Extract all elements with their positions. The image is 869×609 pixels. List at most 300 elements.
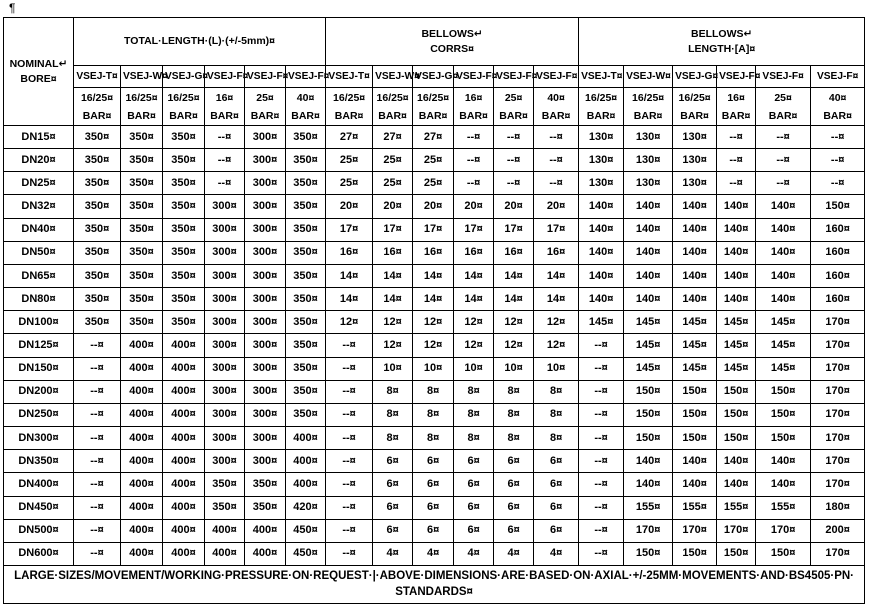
bellows-length-cell: 200¤ (811, 519, 865, 542)
bellows-length-cell: 170¤ (811, 473, 865, 496)
table-row (4, 264, 865, 287)
bellows-length-cell: 140¤ (624, 473, 673, 496)
bellows-corrs-cell: 20¤ (326, 195, 373, 218)
bellows-corrs-cell: 6¤ (494, 496, 534, 519)
bellows-corrs-cell: 25¤ (373, 172, 413, 195)
total-length-cell: 300¤ (205, 241, 245, 264)
total-length-cell: 300¤ (245, 403, 286, 426)
table-row (4, 542, 865, 565)
total-length-cell: 350¤ (121, 264, 163, 287)
pressure-unit: BAR¤ (586, 109, 616, 122)
total-length-cell: 350¤ (163, 218, 205, 241)
footer-note (4, 565, 865, 603)
total-length-cell: 400¤ (163, 496, 205, 519)
total-length-cell: 420¤ (286, 496, 326, 519)
table-row (4, 496, 865, 519)
total-length-cell: 350¤ (286, 264, 326, 287)
bellows-corrs-cell: 14¤ (413, 264, 454, 287)
bellows-corrs-cell: --¤ (326, 519, 373, 542)
pressure-unit: BAR¤ (680, 109, 709, 122)
total-length-cell: 350¤ (121, 311, 163, 334)
bellows-length-cell: 140¤ (717, 218, 756, 241)
bellows-corrs-cell: 17¤ (494, 218, 534, 241)
nominal-bore-cell: DN200¤ (4, 380, 74, 403)
pressure-rating: 16/25¤ (632, 91, 665, 104)
bellows-length-cell: 140¤ (624, 450, 673, 473)
total-length-cell: 300¤ (245, 195, 286, 218)
bellows-length-cell: 145¤ (717, 311, 756, 334)
bellows-corrs-cell: 8¤ (494, 427, 534, 450)
total-length-cell: 350¤ (121, 288, 163, 311)
bellows-length-cell: 150¤ (756, 380, 811, 403)
pressure-rating: 16¤ (464, 91, 483, 104)
bellows-length-cell: 140¤ (756, 473, 811, 496)
bellows-corrs-cell: 10¤ (373, 357, 413, 380)
bellows-length-cell: 140¤ (756, 218, 811, 241)
bellows-corrs-cell: 6¤ (534, 450, 579, 473)
total-length-cell: 350¤ (121, 149, 163, 172)
bellows-length-cell: --¤ (579, 380, 624, 403)
total-length-cell: 400¤ (205, 542, 245, 565)
pressure-unit: BAR¤ (210, 109, 239, 122)
table-row (4, 149, 865, 172)
bellows-corrs-cell: 12¤ (534, 311, 579, 334)
total-length-cell: 300¤ (245, 149, 286, 172)
bellows-length-type-header: VSEJ-F¤ (756, 66, 811, 88)
table-row (4, 357, 865, 380)
bellows-corrs-cell: --¤ (494, 126, 534, 149)
bellows-length-cell: 160¤ (811, 288, 865, 311)
bellows-corrs-cell: --¤ (326, 357, 373, 380)
bellows-corrs-cell: 17¤ (534, 218, 579, 241)
total-length-cell: 400¤ (121, 357, 163, 380)
total-length-cell: 300¤ (245, 427, 286, 450)
total-length-cell: 300¤ (205, 357, 245, 380)
bellows-length-cell: 130¤ (624, 172, 673, 195)
total-length-cell: --¤ (74, 334, 121, 357)
bellows-length-cell: --¤ (756, 172, 811, 195)
bellows-corrs-cell: 14¤ (534, 264, 579, 287)
bellows-corrs-cell: 20¤ (494, 195, 534, 218)
bellows-corrs-cell: --¤ (494, 172, 534, 195)
pressure-unit: BAR¤ (721, 109, 751, 122)
total-length-pressure-header (74, 88, 121, 126)
bellows-length-cell: 155¤ (624, 496, 673, 519)
bellows-length-cell: 150¤ (673, 542, 717, 565)
bellows-corrs-cell: 14¤ (454, 288, 494, 311)
bellows-corrs-cell: 10¤ (534, 357, 579, 380)
nominal-bore-cell: DN80¤ (4, 288, 74, 311)
bellows-length-cell: 150¤ (624, 542, 673, 565)
total-length-cell: 350¤ (163, 195, 205, 218)
bellows-corrs-cell: --¤ (326, 473, 373, 496)
bellows-length-cell: 145¤ (673, 311, 717, 334)
total-length-cell: --¤ (205, 149, 245, 172)
bellows-length-cell: 145¤ (756, 311, 811, 334)
bellows-length-cell: --¤ (717, 149, 756, 172)
bellows-corrs-cell: 6¤ (494, 473, 534, 496)
table-row (4, 334, 865, 357)
bellows-length-cell: 145¤ (756, 357, 811, 380)
bellows-corrs-cell: 8¤ (534, 380, 579, 403)
total-length-cell: 350¤ (163, 264, 205, 287)
bellows-corrs-cell: 10¤ (494, 357, 534, 380)
bellows-length-cell: 150¤ (717, 403, 756, 426)
total-length-cell: 400¤ (163, 427, 205, 450)
bellows-length-cell: 140¤ (673, 218, 717, 241)
total-length-cell: 300¤ (205, 380, 245, 403)
table-row (4, 380, 865, 403)
pressure-rating: 16/25¤ (678, 91, 711, 104)
bellows-length-cell: 170¤ (811, 427, 865, 450)
bellows-corrs-cell: 16¤ (534, 241, 579, 264)
bellows-length-pressure-header (811, 88, 865, 126)
bellows-length-cell: 140¤ (624, 195, 673, 218)
total-length-cell: 350¤ (286, 218, 326, 241)
total-length-cell: 300¤ (205, 218, 245, 241)
group-header-row (4, 18, 865, 66)
bellows-length-cell: 145¤ (579, 311, 624, 334)
bellows-corrs-pressure-header (326, 88, 373, 126)
bellows-length-cell: 170¤ (811, 380, 865, 403)
total-length-cell: 400¤ (163, 542, 205, 565)
total-length-cell: 400¤ (121, 542, 163, 565)
bellows-length-cell: 140¤ (579, 288, 624, 311)
bellows-length-cell: 140¤ (673, 241, 717, 264)
bellows-length-cell: 140¤ (717, 288, 756, 311)
bellows-corrs-cell: 8¤ (413, 427, 454, 450)
bellows-length-cell: --¤ (579, 542, 624, 565)
bellows-corrs-cell: 6¤ (454, 496, 494, 519)
bellows-corrs-cell: 12¤ (494, 334, 534, 357)
pressure-unit: BAR¤ (250, 109, 280, 122)
bellows-corrs-cell: 6¤ (373, 519, 413, 542)
nominal-bore-header-line: BORE¤ (20, 72, 57, 85)
total-length-type-header: VSEJ-G¤ (163, 66, 205, 88)
total-length-cell: 350¤ (121, 218, 163, 241)
bellows-length-pressure-header (717, 88, 756, 126)
bellows-length-header (579, 18, 865, 66)
bellows-length-cell: 145¤ (717, 357, 756, 380)
bellows-corrs-cell: 12¤ (373, 334, 413, 357)
total-length-cell: 350¤ (163, 311, 205, 334)
bellows-corrs-cell: --¤ (326, 403, 373, 426)
bellows-length-cell: 140¤ (756, 450, 811, 473)
bellows-corrs-cell: 12¤ (413, 311, 454, 334)
total-length-cell: --¤ (205, 126, 245, 149)
bellows-corrs-cell: 17¤ (326, 218, 373, 241)
total-length-header (74, 18, 326, 66)
total-length-cell: 300¤ (245, 334, 286, 357)
nominal-bore-cell: DN100¤ (4, 311, 74, 334)
bellows-corrs-cell: 25¤ (413, 172, 454, 195)
bellows-corrs-cell: --¤ (326, 450, 373, 473)
nominal-bore-cell: DN40¤ (4, 218, 74, 241)
bellows-corrs-cell: 8¤ (494, 403, 534, 426)
pressure-rating: 16/25¤ (376, 91, 409, 104)
pressure-unit: BAR¤ (334, 109, 364, 122)
bellows-length-cell: --¤ (579, 427, 624, 450)
paragraph-mark: ¶ (9, 1, 16, 15)
nominal-bore-cell: DN600¤ (4, 542, 74, 565)
bellows-corrs-cell: 8¤ (454, 427, 494, 450)
total-length-cell: 350¤ (245, 496, 286, 519)
total-length-cell: 350¤ (74, 126, 121, 149)
bellows-length-cell: 160¤ (811, 241, 865, 264)
bellows-length-cell: 150¤ (717, 542, 756, 565)
total-length-cell: 350¤ (163, 172, 205, 195)
total-length-cell: 350¤ (286, 380, 326, 403)
bellows-corrs-cell: 12¤ (534, 334, 579, 357)
bellows-corrs-cell: 14¤ (494, 264, 534, 287)
total-length-cell: --¤ (74, 357, 121, 380)
bellows-length-cell: --¤ (579, 450, 624, 473)
bellows-length-cell: 130¤ (673, 149, 717, 172)
bellows-corrs-cell: 25¤ (373, 149, 413, 172)
total-length-cell: 350¤ (286, 288, 326, 311)
total-length-cell: 450¤ (286, 542, 326, 565)
bellows-corrs-cell: 8¤ (534, 427, 579, 450)
bellows-corrs-cell: 8¤ (494, 380, 534, 403)
pressure-unit: BAR¤ (291, 109, 320, 122)
bellows-corrs-cell: 6¤ (373, 450, 413, 473)
bellows-length-cell: 150¤ (673, 380, 717, 403)
pressure-unit: BAR¤ (82, 109, 112, 122)
bellows-length-cell: 130¤ (673, 126, 717, 149)
bellows-corrs-cell: 17¤ (413, 218, 454, 241)
total-length-cell: 300¤ (245, 380, 286, 403)
bellows-length-cell: 150¤ (717, 380, 756, 403)
total-length-cell: 350¤ (286, 149, 326, 172)
bellows-length-cell: 130¤ (579, 172, 624, 195)
nominal-bore-cell: DN15¤ (4, 126, 74, 149)
bellows-length-cell: --¤ (811, 172, 865, 195)
total-length-pressure-header (121, 88, 163, 126)
bellows-corrs-cell: 6¤ (534, 519, 579, 542)
bellows-length-cell: 140¤ (673, 473, 717, 496)
bellows-corrs-cell: 4¤ (373, 542, 413, 565)
pressure-unit: BAR¤ (768, 109, 798, 122)
bellows-length-cell: --¤ (717, 126, 756, 149)
pressure-unit: BAR¤ (633, 109, 663, 122)
bellows-corrs-cell: 6¤ (534, 496, 579, 519)
total-length-cell: 350¤ (121, 172, 163, 195)
bellows-corrs-cell: 27¤ (373, 126, 413, 149)
bellows-corrs-cell: 14¤ (373, 264, 413, 287)
bellows-length-pressure-header (756, 88, 811, 126)
bellows-length-pressure-header (624, 88, 673, 126)
bellows-length-cell: 170¤ (811, 357, 865, 380)
table-row (4, 172, 865, 195)
nominal-bore-cell: DN25¤ (4, 172, 74, 195)
total-length-cell: 300¤ (245, 450, 286, 473)
nominal-bore-cell: DN450¤ (4, 496, 74, 519)
total-length-cell: --¤ (205, 172, 245, 195)
total-length-cell: 400¤ (245, 542, 286, 565)
pressure-rating: 25¤ (774, 91, 792, 104)
bellows-length-cell: 140¤ (717, 195, 756, 218)
bellows-corrs-header (326, 18, 579, 66)
bellows-length-cell: --¤ (579, 357, 624, 380)
bellows-corrs-cell: 27¤ (326, 126, 373, 149)
footer-note-line: STANDARDS¤ (395, 586, 473, 599)
bellows-corrs-cell: 6¤ (494, 519, 534, 542)
bellows-corrs-cell: 12¤ (413, 334, 454, 357)
total-length-cell: 350¤ (74, 149, 121, 172)
bellows-corrs-cell: 16¤ (413, 241, 454, 264)
bellows-corrs-pressure-header (454, 88, 494, 126)
pressure-unit: BAR¤ (541, 109, 571, 122)
table-row (4, 288, 865, 311)
bellows-corrs-cell: 16¤ (326, 241, 373, 264)
bellows-length-cell: 140¤ (624, 218, 673, 241)
table-row (4, 311, 865, 334)
bellows-corrs-cell: 14¤ (373, 288, 413, 311)
bellows-corrs-cell: 8¤ (454, 403, 494, 426)
total-length-cell: 350¤ (74, 264, 121, 287)
bellows-corrs-pressure-header (373, 88, 413, 126)
bellows-length-cell: 145¤ (624, 357, 673, 380)
bellows-corrs-cell: --¤ (534, 126, 579, 149)
total-length-pressure-header (163, 88, 205, 126)
total-length-type-header: VSEJ-F¤ (286, 66, 326, 88)
pressure-rating: 16¤ (727, 91, 745, 104)
total-length-cell: 300¤ (205, 288, 245, 311)
bellows-length-cell: 170¤ (811, 542, 865, 565)
bellows-corrs-cell: 16¤ (373, 241, 413, 264)
total-length-cell: 400¤ (121, 450, 163, 473)
total-length-cell: 300¤ (205, 403, 245, 426)
bellows-length-cell: 170¤ (811, 311, 865, 334)
bellows-length-cell: 145¤ (624, 311, 673, 334)
total-length-cell: 300¤ (245, 126, 286, 149)
pressure-rating: 16/25¤ (80, 91, 114, 104)
bellows-corrs-cell: --¤ (534, 149, 579, 172)
bellows-length-pressure-header (579, 88, 624, 126)
bellows-length-cell: 170¤ (717, 519, 756, 542)
nominal-bore-cell: DN400¤ (4, 473, 74, 496)
bellows-length-cell: 145¤ (717, 334, 756, 357)
pressure-unit: BAR¤ (499, 109, 528, 122)
bellows-corrs-cell: 12¤ (373, 311, 413, 334)
bellows-length-cell: 150¤ (717, 427, 756, 450)
bellows-corrs-cell: --¤ (326, 334, 373, 357)
bellows-corrs-header-title: BELLOWS↵ (421, 27, 483, 40)
total-length-cell: 400¤ (286, 450, 326, 473)
bellows-corrs-cell: 4¤ (534, 542, 579, 565)
bellows-corrs-cell: 6¤ (413, 496, 454, 519)
bellows-length-cell: 180¤ (811, 496, 865, 519)
bellows-corrs-cell: 6¤ (454, 473, 494, 496)
bellows-length-cell: 155¤ (673, 496, 717, 519)
bellows-length-cell: 150¤ (624, 427, 673, 450)
bellows-corrs-cell: 16¤ (454, 241, 494, 264)
bellows-corrs-cell: 6¤ (454, 519, 494, 542)
bellows-length-cell: --¤ (579, 403, 624, 426)
bellows-length-cell: 140¤ (624, 241, 673, 264)
total-length-cell: 350¤ (163, 126, 205, 149)
bellows-corrs-cell: 6¤ (373, 473, 413, 496)
total-length-cell: 350¤ (286, 357, 326, 380)
pressure-unit: BAR¤ (378, 109, 407, 122)
bellows-length-cell: 140¤ (673, 450, 717, 473)
bellows-length-cell: --¤ (579, 334, 624, 357)
table-row (4, 403, 865, 426)
bellows-length-cell: 140¤ (756, 241, 811, 264)
bellows-corrs-cell: 6¤ (534, 473, 579, 496)
bellows-corrs-cell: 14¤ (454, 264, 494, 287)
bellows-corrs-cell: 27¤ (413, 126, 454, 149)
total-length-cell: 350¤ (286, 403, 326, 426)
bellows-length-cell: 140¤ (756, 264, 811, 287)
total-length-cell: 400¤ (163, 450, 205, 473)
pressure-unit: BAR¤ (169, 109, 198, 122)
bellows-length-cell: 170¤ (673, 519, 717, 542)
bellows-length-cell: 140¤ (579, 264, 624, 287)
bellows-length-cell: --¤ (756, 149, 811, 172)
bellows-length-cell: 140¤ (756, 195, 811, 218)
table-row (4, 218, 865, 241)
bellows-corrs-cell: --¤ (534, 172, 579, 195)
total-length-type-header: VSEJ-F¤ (245, 66, 286, 88)
bellows-corrs-cell: --¤ (494, 149, 534, 172)
total-length-cell: 300¤ (245, 357, 286, 380)
total-length-cell: 350¤ (74, 172, 121, 195)
bellows-corrs-type-header: VSEJ-F¤ (454, 66, 494, 88)
bellows-length-cell: 140¤ (624, 288, 673, 311)
bellows-corrs-cell: 12¤ (454, 311, 494, 334)
nominal-bore-cell: DN20¤ (4, 149, 74, 172)
bellows-corrs-cell: 17¤ (373, 218, 413, 241)
total-length-cell: 350¤ (163, 241, 205, 264)
pressure-rating: 16/25¤ (585, 91, 618, 104)
bellows-length-cell: --¤ (579, 496, 624, 519)
bellows-corrs-cell: 6¤ (373, 496, 413, 519)
total-length-cell: 300¤ (245, 311, 286, 334)
bellows-length-cell: 140¤ (673, 195, 717, 218)
total-length-cell: 350¤ (205, 496, 245, 519)
table-row (4, 241, 865, 264)
pressure-rating-row (4, 88, 865, 126)
pressure-rating: 16/25¤ (167, 91, 200, 104)
total-length-cell: --¤ (74, 403, 121, 426)
bellows-corrs-cell: 4¤ (413, 542, 454, 565)
total-length-cell: 350¤ (163, 149, 205, 172)
bellows-corrs-cell: 8¤ (413, 380, 454, 403)
nominal-bore-cell: DN300¤ (4, 427, 74, 450)
bellows-corrs-cell: 4¤ (494, 542, 534, 565)
bellows-length-cell: 170¤ (624, 519, 673, 542)
bellows-length-cell: --¤ (811, 126, 865, 149)
bellows-length-cell: 130¤ (673, 172, 717, 195)
bellows-length-cell: 150¤ (624, 380, 673, 403)
total-length-pressure-header (245, 88, 286, 126)
bellows-corrs-cell: --¤ (326, 542, 373, 565)
nominal-bore-cell: DN250¤ (4, 403, 74, 426)
total-length-cell: 300¤ (245, 172, 286, 195)
bellows-length-cell: 170¤ (756, 519, 811, 542)
total-length-cell: 350¤ (286, 241, 326, 264)
total-length-cell: --¤ (74, 427, 121, 450)
bellows-length-cell: 160¤ (811, 218, 865, 241)
total-length-cell: 350¤ (245, 473, 286, 496)
total-length-cell: 350¤ (163, 288, 205, 311)
bellows-length-cell: 140¤ (673, 264, 717, 287)
bellows-corrs-cell: 20¤ (454, 195, 494, 218)
total-length-cell: 400¤ (286, 473, 326, 496)
nominal-bore-cell: DN125¤ (4, 334, 74, 357)
expansion-joint-dimensions-table (3, 17, 865, 604)
